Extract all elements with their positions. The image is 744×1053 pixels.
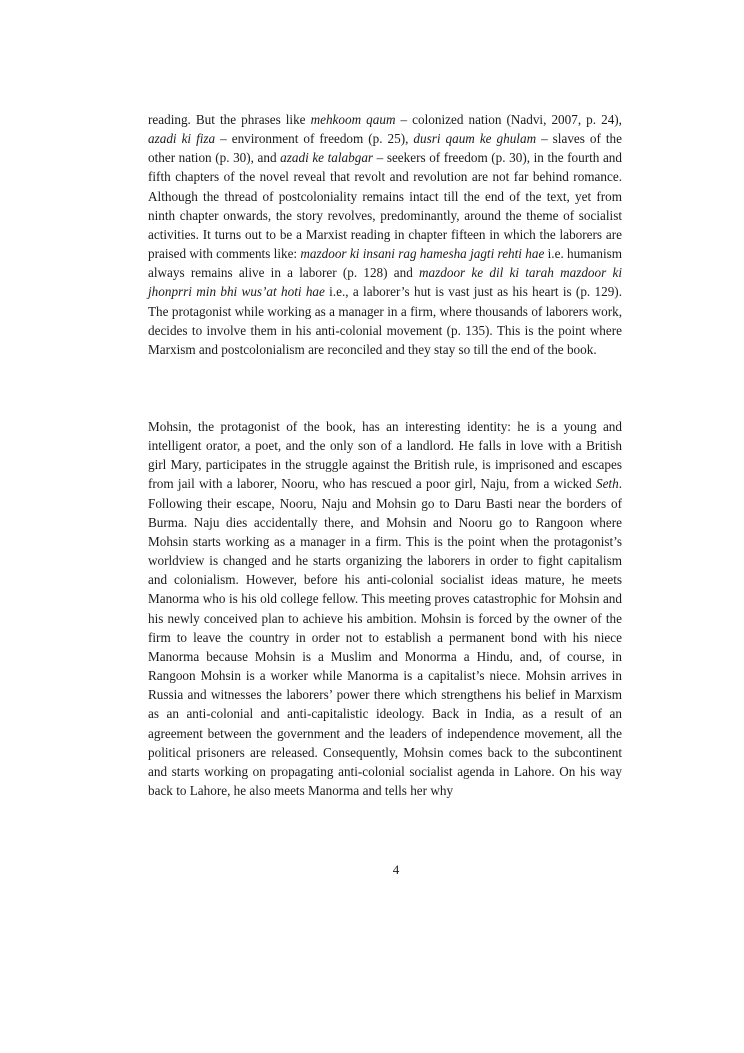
body-paragraph-2 — [148, 417, 622, 800]
text-run: – colonized nation (Nadvi, 2007, p. 24), — [395, 112, 622, 127]
italic-term: Seth — [595, 476, 619, 492]
italic-term: dusri qaum ke ghulam — [413, 131, 537, 147]
text-run: . Following their escape, Nooru, Naju and Mohsin go to Daru Basti near the borders of Burma. Naju dies accidentally there, and Mohsin and Nooru go to Rangoon where Mohsin starts working as a manager in a firm. This is the point when the protagonist’s worldview is changed and he starts organizing the laborers in order to fight capitalism and colonialism. However, before his anti-colonial socialist ideas mature, he meets Manorma who is his old college fellow. This meeting proves catastrophic for Mohsin and his newly conceived plan to achieve his ambition. Mohsin is forced by the owner of the firm to leave the country in order not to establish a permanent bond with his niece Manorma because Mohsin is a Muslim and Monorma a Hindu, and, of course, in Rangoon Mohsin is a worker while Manorma is a capitalist’s niece. Mohsin arrives in Russia and witnesses the laborers’ power there which strengthens his belief in Marxism as an anti-colonial and anti-capitalistic ideology. Back in India, as a result of an agreement between the government and the leaders of independence movement, all the political prisoners are released. Consequently, Mohsin comes back to the subcontinent and starts working on propagating anti-colonial socialist agenda in Lahore. On his way back to Lahore, he also meets Manorma and tells her why — [148, 476, 622, 798]
text-run: – environment of freedom (p. 25), — [215, 131, 414, 147]
text-run: Mohsin, the protagonist of the book, has an interesting identity: he is a young and intelligent orator, a poet, and the only son of a landlord. He falls in love with a British girl Mary, participates in the struggle against the British rule, is imprisoned and escapes from jail with a laborer, Nooru, who has rescued a poor girl, Naju, from a wicked — [148, 419, 622, 492]
text-run: reading. But the phrases like — [148, 112, 311, 127]
text-run: i.e. humanism always remains alive in a laborer (p. 128) and — [148, 246, 623, 281]
italic-term: mazdoor ki insani rag hamesha jagti rehti hae — [300, 246, 545, 262]
text-run: i.e., a laborer’s hut is vast just as his heart is (p. 129). The protagonist while working as a manager in a firm, where thousands of laborers work, decides to involve them in his anti-colonial movement (p. 135). This is the point where Marxism and postcolonialism are reconciled and they stay so till the end of the book. — [148, 284, 622, 357]
italic-term: mehkoom qaum — [310, 112, 396, 127]
text-run: – slaves of the other nation (p. 30), and — [148, 131, 622, 166]
body-paragraph-1 — [148, 110, 622, 359]
text-run: – seekers of freedom (p. 30), in the fourth and fifth chapters of the novel reveal that revolt and revolution are not far behind romance. Although the thread of postcoloniality remains intact till the end of the text, yet from ninth chapter onwards, the story revolves, predominantly, around the theme of socialist activities. It turns out to be a Marxist reading in chapter fifteen in which the laborers are praised with comments like: — [148, 150, 622, 262]
italic-term: mazdoor ke dil ki tarah mazdoor ki jhonprri min bhi wus’at hoti hae — [148, 265, 622, 300]
page-number: 4 — [392, 862, 400, 877]
italic-term: azadi ki fiza — [148, 131, 216, 147]
italic-term: azadi ke talabgar — [280, 150, 374, 166]
